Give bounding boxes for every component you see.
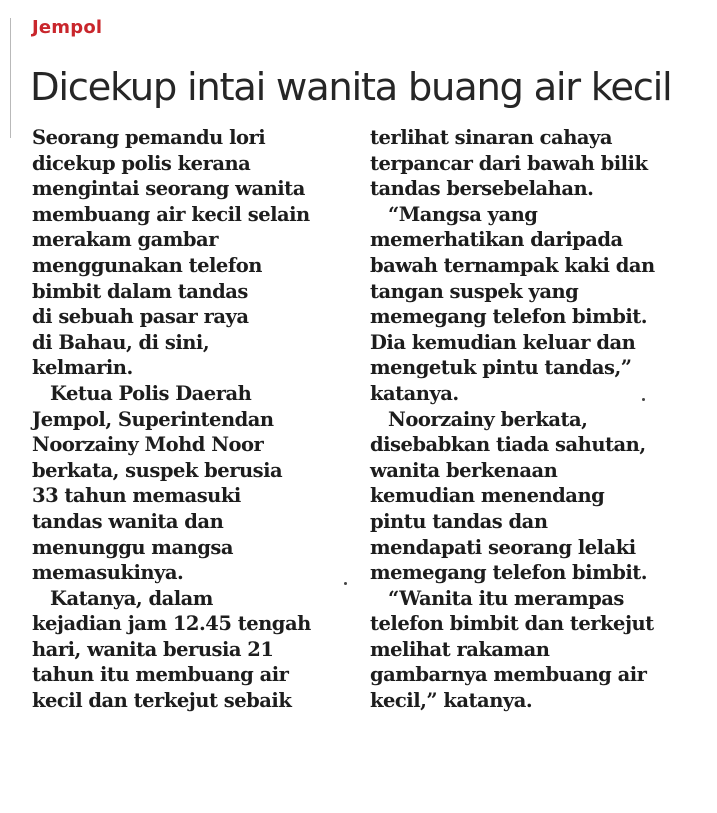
text-line: 33 tahun memasuki (32, 484, 241, 508)
text-line: hari, wanita berusia 21 (32, 637, 274, 661)
paragraph (370, 202, 700, 407)
paragraph (370, 407, 700, 586)
text-line: memegang telefon bimbit. (370, 561, 648, 585)
text-line: mendapati seorang lelaki (370, 535, 636, 559)
text-line: “Wanita itu merampas (388, 586, 624, 610)
paragraph (370, 586, 700, 714)
text-line: mengetuk pintu tandas,” (370, 356, 632, 380)
text-line: memasukinya. (32, 561, 184, 585)
text-line: Katanya, dalam (50, 586, 213, 610)
paragraph (370, 125, 700, 202)
text-line: kecil,” katanya. (370, 689, 533, 713)
text-line: Ketua Polis Daerah (50, 381, 252, 405)
text-line: kemudian menendang (370, 484, 605, 508)
text-line: tahun itu membuang air (32, 663, 289, 687)
text-line: disebabkan tiada sahutan, (370, 433, 646, 457)
text-line: tandas wanita dan (32, 509, 224, 533)
text-line: gambarnya membuang air (370, 663, 647, 687)
text-line: kecil dan terkejut sebaik (32, 689, 292, 713)
text-line: Dia kemudian keluar dan (370, 330, 636, 354)
paragraph (32, 586, 332, 714)
text-line: membuang air kecil selain (32, 202, 310, 226)
section-kicker: Jempol (32, 17, 103, 38)
print-speck (344, 582, 347, 585)
paragraph (32, 125, 332, 381)
text-line: telefon bimbit dan terkejut (370, 612, 654, 636)
text-line: menunggu mangsa (32, 535, 234, 559)
text-line: merakam gambar (32, 228, 218, 252)
print-speck (642, 398, 645, 401)
text-line: wanita berkenaan (370, 458, 558, 482)
text-line: tangan suspek yang (370, 279, 579, 303)
text-line: “Mangsa yang (388, 202, 538, 226)
text-line: memegang telefon bimbit. (370, 305, 648, 329)
text-line: katanya. (370, 381, 459, 405)
text-line: pintu tandas dan (370, 509, 548, 533)
text-line: bimbit dalam tandas (32, 279, 248, 303)
text-line: tandas bersebelahan. (370, 177, 594, 201)
text-line: di sebuah pasar raya (32, 305, 249, 329)
text-line: memerhatikan daripada (370, 228, 623, 252)
text-line: Noorzainy berkata, (388, 407, 588, 431)
article-column-right (370, 125, 700, 714)
text-line: berkata, suspek berusia (32, 458, 283, 482)
text-line: Seorang pemandu lori (32, 126, 266, 149)
text-line: terlihat sinaran cahaya (370, 126, 612, 149)
article-headline: Dicekup intai wanita buang air kecil (30, 65, 672, 110)
text-line: Jempol, Superintendan (32, 407, 274, 431)
text-line: terpancar dari bawah bilik (370, 151, 648, 175)
text-line: dicekup polis kerana (32, 151, 251, 175)
paragraph (32, 381, 332, 586)
text-line: kejadian jam 12.45 tengah (32, 612, 311, 636)
text-line: menggunakan telefon (32, 253, 262, 277)
text-line: melihat rakaman (370, 637, 550, 661)
text-line: mengintai seorang wanita (32, 177, 305, 201)
text-line: di Bahau, di sini, (32, 330, 210, 354)
text-line: bawah ternampak kaki dan (370, 253, 655, 277)
text-line: Noorzainy Mohd Noor (32, 433, 264, 457)
article-column-left (32, 125, 332, 714)
text-line: kelmarin. (32, 356, 133, 380)
margin-rule (10, 18, 11, 138)
